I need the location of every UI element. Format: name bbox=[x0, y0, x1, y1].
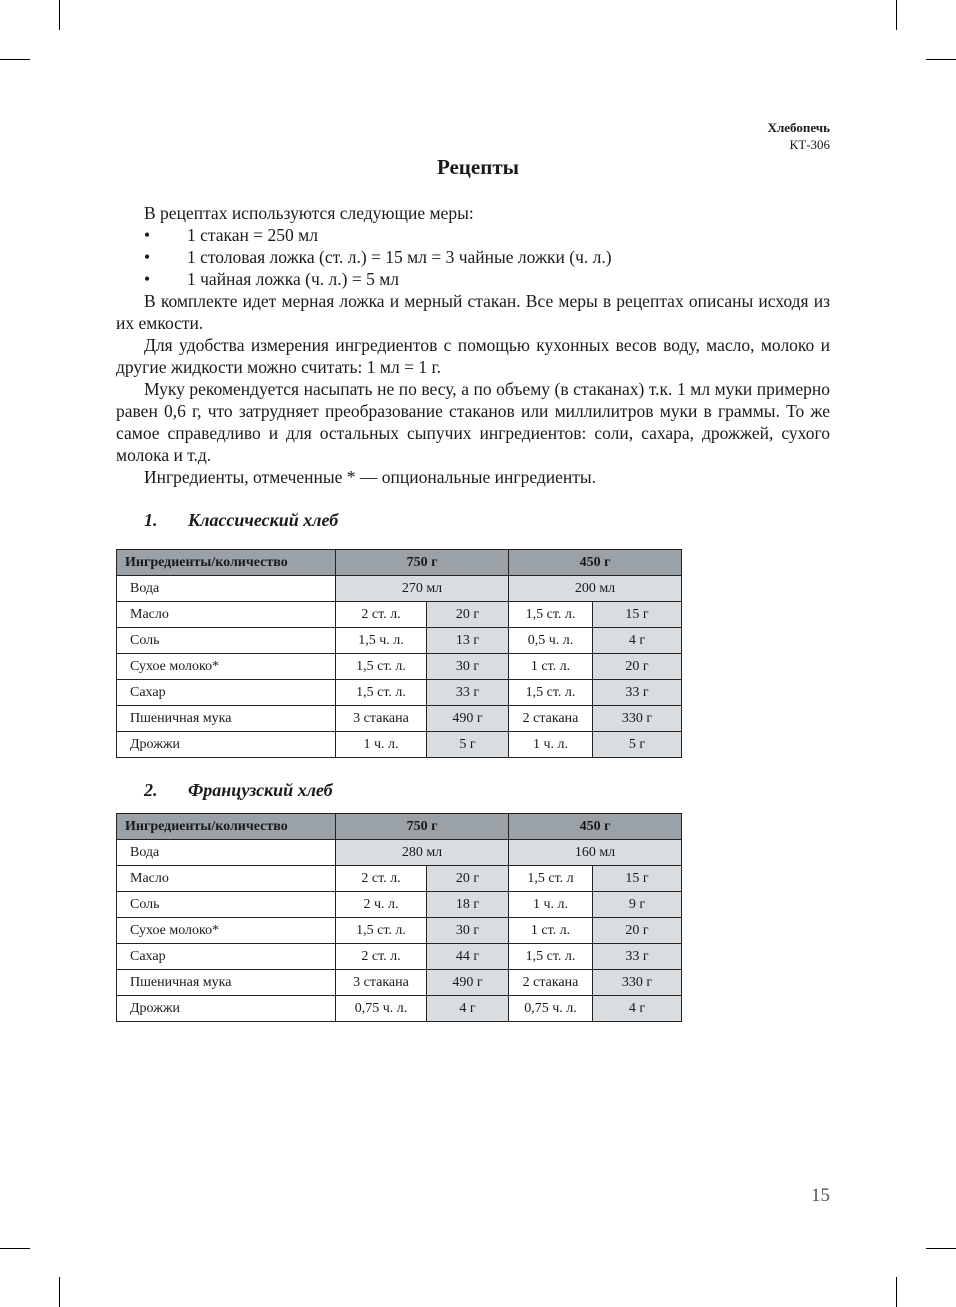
page-header bbox=[768, 119, 830, 153]
bullet-item bbox=[116, 268, 830, 290]
intro-lead: В рецептах используются следующие меры: bbox=[144, 203, 474, 223]
ingredient-name: Сухое молоко* bbox=[117, 654, 336, 680]
grams-750: 33 г bbox=[427, 680, 509, 706]
table-row bbox=[117, 840, 682, 866]
bullet-text: 1 столовая ложка (ст. л.) = 15 мл = 3 чайные ложки (ч. л.) bbox=[187, 247, 612, 267]
table-row bbox=[117, 970, 682, 996]
grams-450: 330 г bbox=[593, 706, 682, 732]
recipe-title bbox=[144, 510, 338, 531]
amount-450: 200 мл bbox=[509, 576, 682, 602]
table-row bbox=[117, 996, 682, 1022]
measure-450: 1,5 ст. л. bbox=[509, 602, 593, 628]
bullet-text: 1 чайная ложка (ч. л.) = 5 мл bbox=[187, 269, 399, 289]
table-row bbox=[117, 680, 682, 706]
grams-750: 20 г bbox=[427, 866, 509, 892]
measure-450: 1 ст. л. bbox=[509, 654, 593, 680]
grams-750: 5 г bbox=[427, 732, 509, 758]
grams-450: 4 г bbox=[593, 996, 682, 1022]
measure-750: 1,5 ст. л. bbox=[336, 918, 427, 944]
table-row bbox=[117, 944, 682, 970]
crop-mark bbox=[896, 0, 897, 30]
header-450: 450 г bbox=[509, 814, 682, 840]
table-row bbox=[117, 892, 682, 918]
amount-750: 280 мл bbox=[336, 840, 509, 866]
recipe-name: Французский хлеб bbox=[188, 780, 333, 800]
ingredient-name: Пшеничная мука bbox=[117, 706, 336, 732]
table-row bbox=[117, 654, 682, 680]
table-row bbox=[117, 602, 682, 628]
measure-750: 3 стакана bbox=[336, 970, 427, 996]
header-ingredients: Ингредиенты/количество bbox=[117, 550, 336, 576]
recipe-name: Классический хлеб bbox=[188, 510, 339, 530]
grams-450: 4 г bbox=[593, 628, 682, 654]
measure-750: 2 ч. л. bbox=[336, 892, 427, 918]
measure-750: 2 ст. л. bbox=[336, 944, 427, 970]
bullet-item bbox=[116, 246, 830, 268]
paragraph: Ингредиенты, отмеченные * — опциональные ингредиенты. bbox=[144, 467, 597, 487]
table-row bbox=[117, 706, 682, 732]
grams-750: 44 г bbox=[427, 944, 509, 970]
grams-750: 20 г bbox=[427, 602, 509, 628]
measure-750: 1,5 ст. л. bbox=[336, 654, 427, 680]
measure-450: 1 ч. л. bbox=[509, 732, 593, 758]
measure-450: 1 ст. л. bbox=[509, 918, 593, 944]
table-row bbox=[117, 866, 682, 892]
intro-section bbox=[116, 202, 830, 488]
ingredient-name: Сахар bbox=[117, 680, 336, 706]
ingredient-name: Вода bbox=[117, 576, 336, 602]
crop-mark bbox=[59, 1277, 60, 1307]
header-ingredients: Ингредиенты/количество bbox=[117, 814, 336, 840]
ingredient-name: Сахар bbox=[117, 944, 336, 970]
measure-750: 1 ч. л. bbox=[336, 732, 427, 758]
amount-750: 270 мл bbox=[336, 576, 509, 602]
measure-450: 1,5 ст. л. bbox=[509, 680, 593, 706]
table-row bbox=[117, 732, 682, 758]
ingredient-name: Соль bbox=[117, 892, 336, 918]
table-header-row bbox=[117, 814, 682, 840]
recipe-number: 2. bbox=[144, 780, 158, 800]
ingredient-name: Масло bbox=[117, 602, 336, 628]
ingredient-name: Соль bbox=[117, 628, 336, 654]
grams-750: 30 г bbox=[427, 918, 509, 944]
measure-750: 3 стакана bbox=[336, 706, 427, 732]
header-450: 450 г bbox=[509, 550, 682, 576]
header-product: Хлебопечь bbox=[767, 120, 830, 135]
measure-450: 1,5 ст. л. bbox=[509, 944, 593, 970]
header-750: 750 г bbox=[336, 814, 509, 840]
page-title: Рецепты bbox=[436, 155, 520, 179]
grams-750: 18 г bbox=[427, 892, 509, 918]
table-row bbox=[117, 628, 682, 654]
measure-750: 0,75 ч. л. bbox=[336, 996, 427, 1022]
measure-450: 1 ч. л. bbox=[509, 892, 593, 918]
bullet-item bbox=[116, 224, 830, 246]
crop-mark bbox=[0, 59, 30, 60]
crop-mark bbox=[896, 1277, 897, 1307]
recipe-table-classic bbox=[116, 549, 682, 758]
measure-450: 1,5 ст. л bbox=[509, 866, 593, 892]
ingredient-name: Вода bbox=[117, 840, 336, 866]
page-number: 15 bbox=[811, 1185, 830, 1206]
bullet-dot: • bbox=[144, 247, 151, 267]
measure-750: 1,5 ст. л. bbox=[336, 680, 427, 706]
grams-450: 15 г bbox=[593, 866, 682, 892]
crop-mark bbox=[926, 1248, 956, 1249]
crop-mark bbox=[59, 0, 60, 30]
measure-750: 2 ст. л. bbox=[336, 602, 427, 628]
grams-450: 20 г bbox=[593, 918, 682, 944]
paragraph: Для удобства измерения ингредиентов с помощью кухонных весов воду, масло, молоко и другие жидкости можно считать: 1 мл = 1 г. bbox=[116, 335, 830, 377]
header-model: КТ-306 bbox=[789, 137, 830, 152]
grams-750: 490 г bbox=[427, 706, 509, 732]
paragraph: В комплекте идет мерная ложка и мерный стакан. Все меры в рецептах описаны исходя из их емкости. bbox=[116, 291, 830, 333]
crop-mark bbox=[926, 59, 956, 60]
ingredient-name: Пшеничная мука bbox=[117, 970, 336, 996]
grams-450: 20 г bbox=[593, 654, 682, 680]
ingredient-name: Сухое молоко* bbox=[117, 918, 336, 944]
ingredient-name: Масло bbox=[117, 866, 336, 892]
recipe-title bbox=[144, 780, 333, 801]
paragraph: Муку рекомендуется насыпать не по весу, а по объему (в стаканах) т.к. 1 мл муки примерно равен 0,6 г, что затрудняет преобразование стаканов или миллилитров муки в граммы. То же самое справедливо и для остальных сыпучих ингредиентов: соли, сахара, дрожжей, сухого молока и т.д. bbox=[116, 379, 830, 465]
measure-750: 2 ст. л. bbox=[336, 866, 427, 892]
grams-450: 33 г bbox=[593, 680, 682, 706]
measure-750: 1,5 ч. л. bbox=[336, 628, 427, 654]
bullet-dot: • bbox=[144, 225, 151, 245]
grams-450: 9 г bbox=[593, 892, 682, 918]
measure-450: 0,75 ч. л. bbox=[509, 996, 593, 1022]
ingredient-name: Дрожжи bbox=[117, 732, 336, 758]
crop-mark bbox=[0, 1248, 30, 1249]
bullet-dot: • bbox=[144, 269, 151, 289]
amount-450: 160 мл bbox=[509, 840, 682, 866]
recipe-number: 1. bbox=[144, 510, 158, 530]
measure-450: 2 стакана bbox=[509, 706, 593, 732]
measure-450: 0,5 ч. л. bbox=[509, 628, 593, 654]
table-row bbox=[117, 576, 682, 602]
grams-450: 5 г bbox=[593, 732, 682, 758]
grams-750: 30 г bbox=[427, 654, 509, 680]
grams-750: 13 г bbox=[427, 628, 509, 654]
bullet-text: 1 стакан = 250 мл bbox=[187, 225, 318, 245]
grams-450: 330 г bbox=[593, 970, 682, 996]
table-header-row bbox=[117, 550, 682, 576]
ingredient-name: Дрожжи bbox=[117, 996, 336, 1022]
grams-750: 490 г bbox=[427, 970, 509, 996]
recipe-table-french bbox=[116, 813, 682, 1022]
measure-450: 2 стакана bbox=[509, 970, 593, 996]
header-750: 750 г bbox=[336, 550, 509, 576]
grams-750: 4 г bbox=[427, 996, 509, 1022]
grams-450: 15 г bbox=[593, 602, 682, 628]
grams-450: 33 г bbox=[593, 944, 682, 970]
table-row bbox=[117, 918, 682, 944]
